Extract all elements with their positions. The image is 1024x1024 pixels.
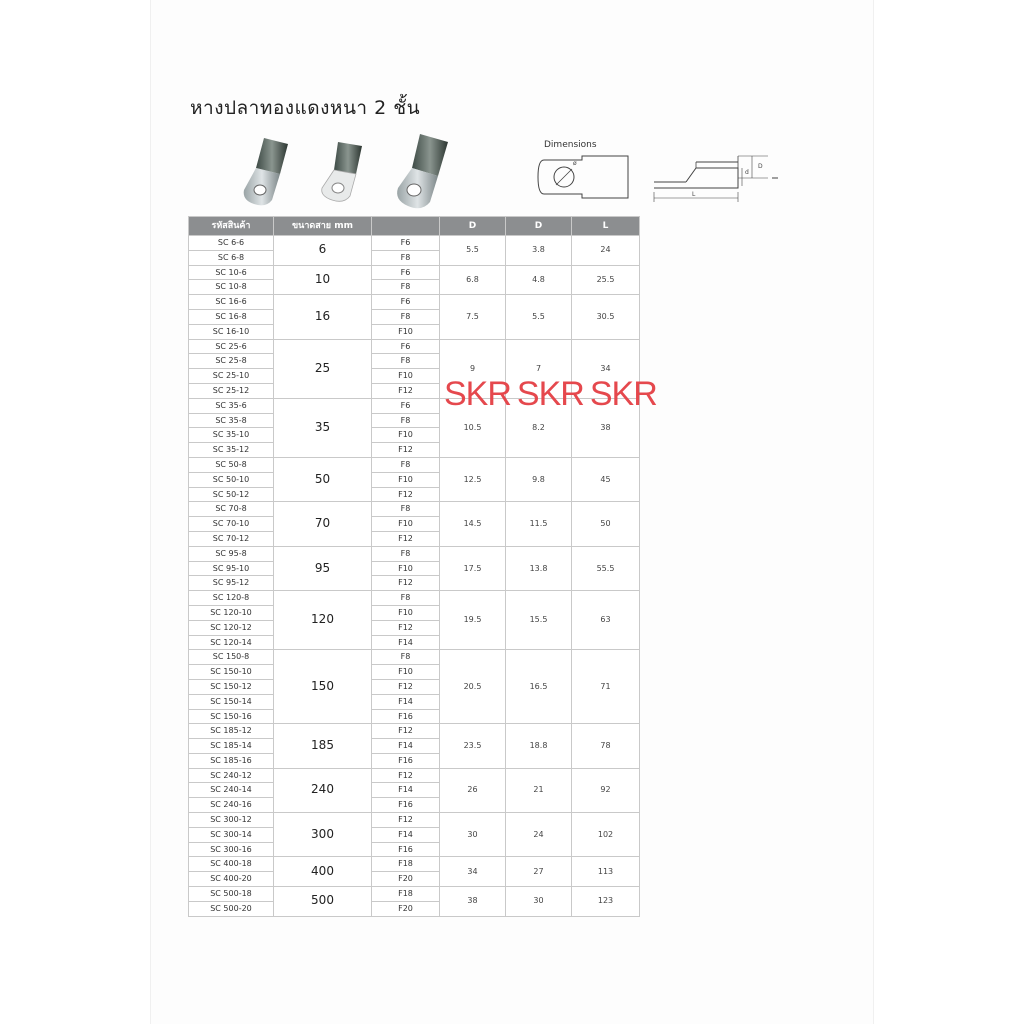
dimension-d-cell: 5.5 xyxy=(506,295,572,339)
product-code-cell: SC 150-12 xyxy=(189,679,274,694)
dimension-d-cell: 11.5 xyxy=(506,502,572,546)
table-row xyxy=(189,339,640,354)
table-row xyxy=(189,857,640,872)
stud-size-cell: F14 xyxy=(372,827,440,842)
dimension-D-cell: 14.5 xyxy=(440,502,506,546)
product-code-cell: SC 240-16 xyxy=(189,798,274,813)
dimension-L-cell: 92 xyxy=(572,768,640,812)
dimension-d-cell: 9.8 xyxy=(506,457,572,501)
product-code-cell: SC 6-6 xyxy=(189,236,274,251)
table-header-row xyxy=(189,217,640,236)
product-code-cell: SC 300-14 xyxy=(189,827,274,842)
lug-side-view-diagram xyxy=(650,148,780,208)
product-code-cell: SC 240-14 xyxy=(189,783,274,798)
product-code-cell: SC 120-12 xyxy=(189,620,274,635)
stud-size-cell: F10 xyxy=(372,605,440,620)
product-code-cell: SC 120-10 xyxy=(189,605,274,620)
stud-size-cell: F20 xyxy=(372,872,440,887)
lug-image-medium xyxy=(312,138,368,206)
stud-size-cell: F6 xyxy=(372,398,440,413)
stud-size-cell: F8 xyxy=(372,413,440,428)
header-code: รหัสสินค้า xyxy=(189,217,274,236)
lug-top-view-diagram xyxy=(536,152,638,204)
product-code-cell: SC 400-18 xyxy=(189,857,274,872)
dimension-d-cell: 27 xyxy=(506,857,572,887)
dimension-L-cell: 25.5 xyxy=(572,265,640,295)
dimensions-label: Dimensions xyxy=(544,140,597,150)
table-row xyxy=(189,546,640,561)
dimension-d-cell: 30 xyxy=(506,887,572,917)
dimension-D-cell: 7.5 xyxy=(440,295,506,339)
stud-size-cell: F12 xyxy=(372,576,440,591)
stud-size-cell: F14 xyxy=(372,635,440,650)
stud-size-cell: F10 xyxy=(372,665,440,680)
dimension-d-cell: 13.8 xyxy=(506,546,572,590)
stud-size-cell: F16 xyxy=(372,709,440,724)
stud-size-cell: F10 xyxy=(372,472,440,487)
cable-size-cell: 240 xyxy=(274,768,372,812)
product-code-cell: SC 300-16 xyxy=(189,842,274,857)
cable-size-cell: 400 xyxy=(274,857,372,887)
product-code-cell: SC 25-10 xyxy=(189,369,274,384)
table-row xyxy=(189,398,640,413)
product-code-cell: SC 50-10 xyxy=(189,472,274,487)
diagram-label-L: L xyxy=(692,191,696,198)
stud-size-cell: F10 xyxy=(372,428,440,443)
dimension-D-cell: 19.5 xyxy=(440,591,506,650)
dimension-L-cell: 78 xyxy=(572,724,640,768)
dimension-L-cell: 34 xyxy=(572,339,640,398)
stud-size-cell: F6 xyxy=(372,339,440,354)
product-code-cell: SC 95-8 xyxy=(189,546,274,561)
product-code-cell: SC 25-8 xyxy=(189,354,274,369)
header-L: L xyxy=(572,217,640,236)
cable-size-cell: 25 xyxy=(274,339,372,398)
dimension-L-cell: 38 xyxy=(572,398,640,457)
cable-size-cell: 300 xyxy=(274,813,372,857)
watermark-text: SKR xyxy=(516,375,584,413)
dimension-D-cell: 10.5 xyxy=(440,398,506,457)
table-row xyxy=(189,650,640,665)
cable-size-cell: 70 xyxy=(274,502,372,546)
dimension-D-cell: 12.5 xyxy=(440,457,506,501)
dimension-d-cell: 24 xyxy=(506,813,572,857)
dimension-d-cell: 4.8 xyxy=(506,265,572,295)
stud-size-cell: F6 xyxy=(372,265,440,280)
product-code-cell: SC 35-8 xyxy=(189,413,274,428)
cable-size-cell: 120 xyxy=(274,591,372,650)
dimension-D-cell: 30 xyxy=(440,813,506,857)
product-code-cell: SC 25-6 xyxy=(189,339,274,354)
stud-size-cell: F12 xyxy=(372,443,440,458)
stud-size-cell: F12 xyxy=(372,768,440,783)
stud-size-cell: F18 xyxy=(372,857,440,872)
cable-size-cell: 185 xyxy=(274,724,372,768)
stud-size-cell: F8 xyxy=(372,546,440,561)
stud-size-cell: F8 xyxy=(372,309,440,324)
cable-size-cell: 35 xyxy=(274,398,372,457)
product-code-cell: SC 35-6 xyxy=(189,398,274,413)
product-code-cell: SC 120-14 xyxy=(189,635,274,650)
dimension-L-cell: 24 xyxy=(572,236,640,266)
header-d: D xyxy=(506,217,572,236)
product-code-cell: SC 35-12 xyxy=(189,443,274,458)
watermark-text: SKR xyxy=(589,375,657,413)
product-code-cell: SC 500-20 xyxy=(189,901,274,916)
dimension-D-cell: 26 xyxy=(440,768,506,812)
dimension-L-cell: 123 xyxy=(572,887,640,917)
product-code-cell: SC 500-18 xyxy=(189,887,274,902)
stud-size-cell: F6 xyxy=(372,295,440,310)
stud-size-cell: F14 xyxy=(372,783,440,798)
stud-size-cell: F10 xyxy=(372,561,440,576)
product-code-cell: SC 400-20 xyxy=(189,872,274,887)
table-row xyxy=(189,813,640,828)
dimension-d-cell: 15.5 xyxy=(506,591,572,650)
cable-size-cell: 95 xyxy=(274,546,372,590)
cable-size-cell: 10 xyxy=(274,265,372,295)
lug-image-small xyxy=(236,134,296,210)
stud-size-cell: F12 xyxy=(372,531,440,546)
cable-size-cell: 500 xyxy=(274,887,372,917)
table-row xyxy=(189,236,640,251)
product-code-cell: SC 35-10 xyxy=(189,428,274,443)
dimension-D-cell: 17.5 xyxy=(440,546,506,590)
product-code-cell: SC 70-10 xyxy=(189,517,274,532)
product-code-cell: SC 150-14 xyxy=(189,694,274,709)
dimension-L-cell: 55.5 xyxy=(572,546,640,590)
product-code-cell: SC 6-8 xyxy=(189,250,274,265)
cable-size-cell: 150 xyxy=(274,650,372,724)
cable-size-cell: 6 xyxy=(274,236,372,266)
product-code-cell: SC 150-16 xyxy=(189,709,274,724)
product-code-cell: SC 70-12 xyxy=(189,531,274,546)
stud-size-cell: F8 xyxy=(372,650,440,665)
page-title: หางปลาทองแดงหนา 2 ชั้น xyxy=(190,97,421,119)
lug-image-large xyxy=(390,130,454,212)
stud-size-cell: F14 xyxy=(372,739,440,754)
dimension-L-cell: 113 xyxy=(572,857,640,887)
table-row xyxy=(189,887,640,902)
stud-size-cell: F12 xyxy=(372,383,440,398)
dimension-d-cell: 7 xyxy=(506,339,572,398)
stud-size-cell: F12 xyxy=(372,724,440,739)
dimension-D-cell: 38 xyxy=(440,887,506,917)
table-row xyxy=(189,502,640,517)
stud-size-cell: F16 xyxy=(372,753,440,768)
header-stud xyxy=(372,217,440,236)
stud-size-cell: F16 xyxy=(372,798,440,813)
stud-size-cell: F6 xyxy=(372,236,440,251)
product-code-cell: SC 150-10 xyxy=(189,665,274,680)
table-row xyxy=(189,724,640,739)
stud-size-cell: F20 xyxy=(372,901,440,916)
dimension-d-cell: 18.8 xyxy=(506,724,572,768)
stud-size-cell: F12 xyxy=(372,620,440,635)
stud-size-cell: F16 xyxy=(372,842,440,857)
product-code-cell: SC 50-8 xyxy=(189,457,274,472)
dimension-d-cell: 16.5 xyxy=(506,650,572,724)
product-code-cell: SC 240-12 xyxy=(189,768,274,783)
stud-size-cell: F10 xyxy=(372,324,440,339)
dimension-L-cell: 30.5 xyxy=(572,295,640,339)
table-row xyxy=(189,295,640,310)
stud-size-cell: F10 xyxy=(372,369,440,384)
dimension-D-cell: 5.5 xyxy=(440,236,506,266)
stud-size-cell: F8 xyxy=(372,354,440,369)
dimension-D-cell: 9 xyxy=(440,339,506,398)
product-code-cell: SC 70-8 xyxy=(189,502,274,517)
stud-size-cell: F12 xyxy=(372,487,440,502)
stud-size-cell: F8 xyxy=(372,250,440,265)
product-code-cell: SC 150-8 xyxy=(189,650,274,665)
table-row xyxy=(189,768,640,783)
product-code-cell: SC 95-10 xyxy=(189,561,274,576)
product-code-cell: SC 120-8 xyxy=(189,591,274,606)
stud-size-cell: F18 xyxy=(372,887,440,902)
svg-text:ø: ø xyxy=(573,160,577,167)
dimension-L-cell: 45 xyxy=(572,457,640,501)
header-D: D xyxy=(440,217,506,236)
product-code-cell: SC 185-14 xyxy=(189,739,274,754)
table-row xyxy=(189,591,640,606)
product-code-cell: SC 25-12 xyxy=(189,383,274,398)
product-code-cell: SC 16-6 xyxy=(189,295,274,310)
stud-size-cell: F8 xyxy=(372,280,440,295)
table-row xyxy=(189,457,640,472)
product-code-cell: SC 185-12 xyxy=(189,724,274,739)
product-code-cell: SC 16-10 xyxy=(189,324,274,339)
dimension-d-cell: 21 xyxy=(506,768,572,812)
dimension-D-cell: 6.8 xyxy=(440,265,506,295)
spec-table-body xyxy=(189,236,640,917)
header-cable-size: ขนาดสาย mm xyxy=(274,217,372,236)
diagram-label-d: d xyxy=(745,169,749,176)
dimension-D-cell: 34 xyxy=(440,857,506,887)
stud-size-cell: F14 xyxy=(372,694,440,709)
table-row xyxy=(189,265,640,280)
dimension-D-cell: 23.5 xyxy=(440,724,506,768)
stud-size-cell: F8 xyxy=(372,502,440,517)
product-code-cell: SC 50-12 xyxy=(189,487,274,502)
dimension-d-cell: 8.2 xyxy=(506,398,572,457)
product-code-cell: SC 10-6 xyxy=(189,265,274,280)
dimension-L-cell: 50 xyxy=(572,502,640,546)
dimension-d-cell: 3.8 xyxy=(506,236,572,266)
dimension-L-cell: 71 xyxy=(572,650,640,724)
stud-size-cell: F10 xyxy=(372,517,440,532)
stud-size-cell: F12 xyxy=(372,679,440,694)
dimension-L-cell: 102 xyxy=(572,813,640,857)
stud-size-cell: F8 xyxy=(372,457,440,472)
product-code-cell: SC 185-16 xyxy=(189,753,274,768)
dimension-L-cell: 63 xyxy=(572,591,640,650)
watermark-text: SKR xyxy=(444,375,511,413)
product-code-cell: SC 95-12 xyxy=(189,576,274,591)
cable-size-cell: 16 xyxy=(274,295,372,339)
stud-size-cell: F8 xyxy=(372,591,440,606)
diagram-label-D: D xyxy=(758,163,763,170)
stud-size-cell: F12 xyxy=(372,813,440,828)
product-code-cell: SC 300-12 xyxy=(189,813,274,828)
cable-size-cell: 50 xyxy=(274,457,372,501)
product-code-cell: SC 10-8 xyxy=(189,280,274,295)
spec-table xyxy=(188,216,640,917)
dimension-D-cell: 20.5 xyxy=(440,650,506,724)
product-code-cell: SC 16-8 xyxy=(189,309,274,324)
